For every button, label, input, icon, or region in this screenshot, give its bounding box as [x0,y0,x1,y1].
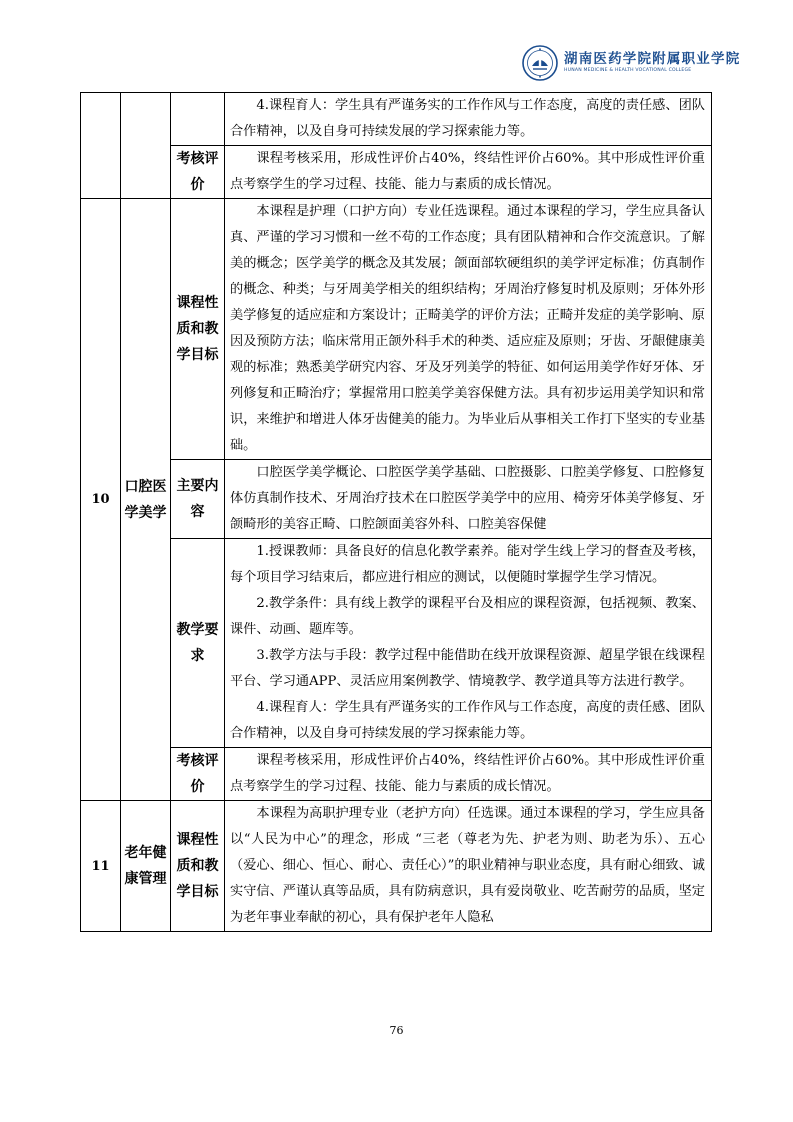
school-name-en: HUNAN MEDICINE & HEALTH VOCATIONAL COLLEGE [564,68,692,73]
course-goal-cell [225,199,712,460]
table-row [81,539,712,748]
assessment-cell [225,748,712,801]
table-row [81,801,712,932]
course-number-cell [81,93,121,199]
school-emblem-icon [522,45,558,81]
attribute-label: 考核评价 [171,146,225,199]
assessment-cell [225,146,712,199]
course-number: 11 [81,801,121,932]
course-name: 口腔医学美学 [121,199,171,801]
requirement-item: 1.授课教师：具备良好的信息化教学素养。能对学生线上学习的督查及考核，每个项目学习结束后，都应进行相应的测试，以便随时掌握学生学习情况。 [230,544,705,585]
requirement-item: 2.教学条件：具有线上教学的课程平台及相应的课程资源，包括视频、教案、课件、动画、题库等。 [230,596,705,637]
teaching-requirement-cell [225,539,712,748]
table-row [81,93,712,146]
assessment-text: 课程考核采用，形成性评价占40%，终结性评价占60%。其中形成性评价重点考察学生的学习过程、技能、能力与素质的成长情况。 [230,151,705,192]
attribute-cell [171,93,225,146]
main-content-cell [225,460,712,539]
course-goal-cell [225,801,712,932]
requirement-item: 4.课程育人：学生具有严谨务实的工作作风与工作态度，高度的责任感、团队合作精神，以及自身可持续发展的学习探索能力等。 [230,700,705,741]
course-table [80,92,712,932]
table-row [81,748,712,801]
table-row [81,199,712,460]
attribute-label: 课程性质和教学目标 [171,199,225,460]
attribute-label: 考核评价 [171,748,225,801]
table-row [81,146,712,199]
course-number: 10 [81,199,121,801]
course-name-cell [121,93,171,199]
teaching-requirement-cell [225,93,712,146]
attribute-label: 教学要求 [171,539,225,748]
course-goal-text: 本课程是护理（口护方向）专业任选课程。通过本课程的学习，学生应具备认真、严谨的学习习惯和一丝不苟的工作态度；具有团队精神和合作交流意识。了解美的概念；医学美学的概念及其发展；颌面部软硬组织的美学评定标准；仿真制作的概念、种类；与牙周美学相关的组织结构；牙周治疗修复时机及原则；牙体外形美学修复的适应症和方案设计；正畸美学的评价方法；正畸并发症的美学影响、原因及预防方法；临床常用正颌外科手术的种类、适应症及原则；牙齿、牙龈健康美观的标准；熟悉美学研究内容、牙及牙列美学的特征、如何运用美学作好牙体、牙列修复和正畸治疗；掌握常用口腔美学美容保健方法。具有初步运用美学知识和常识，来维护和增进人体牙齿健美的能力。为毕业后从事相关工作打下坚实的专业基础。 [230,204,705,453]
attribute-label: 课程性质和教学目标 [171,801,225,932]
attribute-label: 主要内容 [171,460,225,539]
course-name: 老年健康管理 [121,801,171,932]
school-name-cn: 湖南医药学院附属职业学院 [564,51,741,67]
requirement-item: 4.课程育人：学生具有严谨务实的工作作风与工作态度，高度的责任感、团队合作精神，以及自身可持续发展的学习探索能力等。 [230,98,705,139]
assessment-text: 课程考核采用，形成性评价占40%，终结性评价占60%。其中形成性评价重点考察学生的学习过程、技能、能力与素质的成长情况。 [230,753,705,794]
table-row [81,460,712,539]
requirement-item: 3.教学方法与手段：教学过程中能借助在线开放课程资源、超星学银在线课程平台、学习通APP、灵活应用案例教学、情境教学、教学道具等方法进行教学。 [230,648,705,689]
main-content-text: 口腔医学美学概论、口腔医学美学基础、口腔摄影、口腔美学修复、口腔修复体仿真制作技术、牙周治疗技术在口腔医学美学中的应用、椅旁牙体美学修复、牙颌畸形的美容正畸、口腔颌面美容外科、口腔美容保健 [230,465,705,532]
school-logo [522,43,741,83]
page-number: 76 [389,1024,404,1037]
course-goal-text: 本课程为高职护理专业（老护方向）任选课。通过本课程的学习，学生应具备以“人民为中心”的理念，形成 “三老（尊老为先、护老为则、助老为乐）、五心（爱心、细心、恒心、耐心、责任心）”的职业精神与职业态度，具有耐心细致、诚实守信、严谨认真等品质，具有防病意识，具有爱岗敬业、吃苦耐劳的品质，坚定为老年事业奉献的初心，具有保护老年人隐私 [230,806,705,925]
